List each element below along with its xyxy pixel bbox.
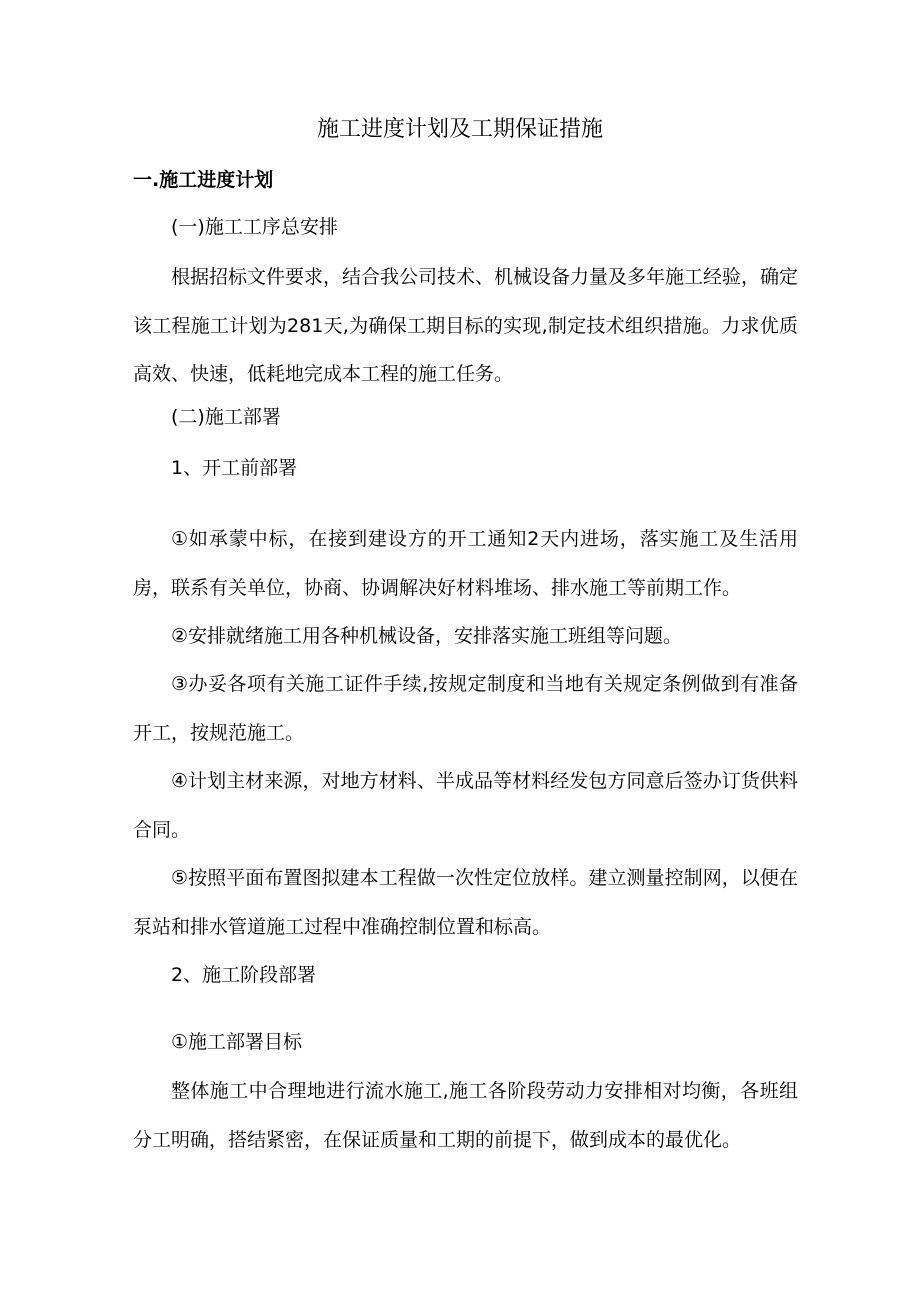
- paragraph: ③办妥各项有关施工证件手续,按规定制度和当地有关规定条例做到有准备开工，按规范施工。: [133, 673, 798, 744]
- page-title: 施工进度计划及工期保证措施: [316, 117, 603, 142]
- item-heading: ①施工部署目标: [171, 1031, 303, 1053]
- paragraph: 整体施工中合理地进行流水施工,施工各阶段劳动力安排相对均衡，各班组分工明确，搭结紧密，在保证质量和工期的前提下，做到成本的最优化。: [133, 1080, 798, 1151]
- subsection-heading: (二)施工部署: [171, 406, 281, 428]
- paragraph: ④计划主材来源，对地方材料、半成品等材料经发包方同意后签办订货供料合同。: [133, 770, 798, 841]
- subsection-heading: (一)施工工序总安排: [171, 216, 338, 238]
- item-heading: 1、开工前部署: [171, 457, 298, 479]
- section-heading: 一.施工进度计划: [133, 169, 274, 191]
- paragraph: ①如承蒙中标，在接到建设方的开工通知2天内进场，落实施工及生活用房，联系有关单位，协商、协调解决好材料堆场、排水施工等前期工作。: [133, 528, 798, 599]
- item-heading: 2、施工阶段部署: [171, 964, 317, 986]
- paragraph: ⑤按照平面布置图拟建本工程做一次性定位放样。建立测量控制网，以便在泵站和排水管道施工过程中准确控制位置和标高。: [133, 867, 798, 938]
- paragraph: ②安排就绪施工用各种机械设备，安排落实施工班组等问题。: [171, 625, 683, 647]
- paragraph: 根据招标文件要求，结合我公司技术、机械设备力量及多年施工经验，确定该工程施工计划为281天,为确保工期目标的实现,制定技术组织措施。力求优质高效、快速，低耗地完成本工程的施工任务。: [133, 266, 799, 385]
